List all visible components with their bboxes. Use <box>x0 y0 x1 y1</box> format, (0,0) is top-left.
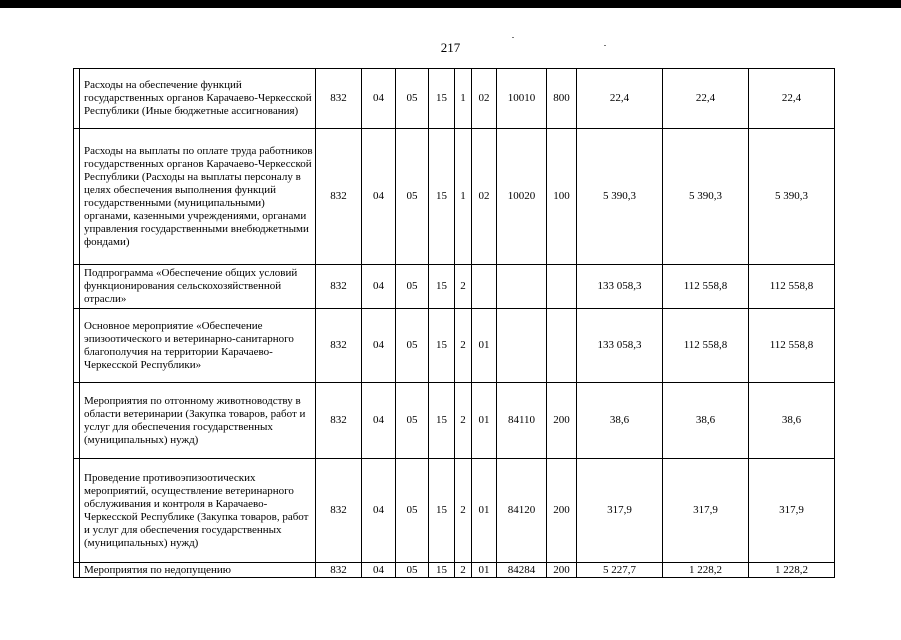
program-code: 15 <box>429 309 455 383</box>
amount-3: 317,9 <box>749 459 835 563</box>
table-row <box>74 459 835 563</box>
expense-type-code: 200 <box>547 383 577 459</box>
amount-1: 22,4 <box>577 69 663 129</box>
table-row <box>74 309 835 383</box>
expense-type-code: 200 <box>547 563 577 578</box>
expense-name: Проведение противоэпизоотических мероприятий, осуществление ветеринарного обслуживания и контроля в Карачаево-Черкесской Республике (Закупка товаров, работ и услуг для обеспечения государственных (муниципальных) нужд) <box>80 459 316 563</box>
amount-2: 112 558,8 <box>663 265 749 309</box>
subprogram-code: 1 <box>455 69 472 129</box>
table-row <box>74 265 835 309</box>
amount-3: 112 558,8 <box>749 309 835 383</box>
amount-2: 317,9 <box>663 459 749 563</box>
amount-3: 5 390,3 <box>749 129 835 265</box>
amount-2: 22,4 <box>663 69 749 129</box>
direction-code <box>497 309 547 383</box>
subprogram-code: 2 <box>455 459 472 563</box>
table-row <box>74 383 835 459</box>
amount-2: 5 390,3 <box>663 129 749 265</box>
table-row <box>74 563 835 578</box>
amount-2: 38,6 <box>663 383 749 459</box>
direction-code: 84110 <box>497 383 547 459</box>
ministry-code: 832 <box>316 129 362 265</box>
direction-code: 10020 <box>497 129 547 265</box>
expense-name: Подпрограмма «Обеспечение общих условий функционирования сельскохозяйственной отрасли» <box>80 265 316 309</box>
amount-3: 22,4 <box>749 69 835 129</box>
budget-table <box>73 68 835 578</box>
expense-type-code <box>547 265 577 309</box>
page-number: 217 <box>440 40 461 55</box>
direction-code: 84284 <box>497 563 547 578</box>
scan-top-border <box>0 0 901 8</box>
amount-2: 112 558,8 <box>663 309 749 383</box>
subsection-code: 05 <box>396 265 429 309</box>
main-event-code: 02 <box>472 129 497 265</box>
expense-type-code <box>547 309 577 383</box>
subsection-code: 05 <box>396 69 429 129</box>
amount-1: 5 390,3 <box>577 129 663 265</box>
table-body <box>74 69 835 578</box>
direction-code: 84120 <box>497 459 547 563</box>
subsection-code: 05 <box>396 309 429 383</box>
ministry-code: 832 <box>316 383 362 459</box>
section-code: 04 <box>362 563 396 578</box>
subprogram-code: 1 <box>455 129 472 265</box>
amount-1: 317,9 <box>577 459 663 563</box>
ministry-code: 832 <box>316 309 362 383</box>
main-event-code: 01 <box>472 309 497 383</box>
main-event-code <box>472 265 497 309</box>
subprogram-code: 2 <box>455 309 472 383</box>
section-code: 04 <box>362 69 396 129</box>
subsection-code: 05 <box>396 459 429 563</box>
section-code: 04 <box>362 265 396 309</box>
program-code: 15 <box>429 265 455 309</box>
expense-name: Расходы на обеспечение функций государственных органов Карачаево-Черкесской Республики (Иные бюджетные ассигнования) <box>80 69 316 129</box>
expense-name: Основное мероприятие «Обеспечение эпизоотического и ветеринарно-санитарного благополучия на территории Карачаево-Черкесской Республики» <box>80 309 316 383</box>
amount-2: 1 228,2 <box>663 563 749 578</box>
expense-type-code: 200 <box>547 459 577 563</box>
subprogram-code: 2 <box>455 265 472 309</box>
expense-type-code: 100 <box>547 129 577 265</box>
program-code: 15 <box>429 383 455 459</box>
program-code: 15 <box>429 129 455 265</box>
main-event-code: 01 <box>472 563 497 578</box>
subprogram-code: 2 <box>455 563 472 578</box>
program-code: 15 <box>429 459 455 563</box>
direction-code: 10010 <box>497 69 547 129</box>
subsection-code: 05 <box>396 129 429 265</box>
expense-type-code: 800 <box>547 69 577 129</box>
main-event-code: 02 <box>472 69 497 129</box>
ministry-code: 832 <box>316 265 362 309</box>
table-row <box>74 69 835 129</box>
main-event-code: 01 <box>472 459 497 563</box>
expense-name: Мероприятия по отгонному животноводству в области ветеринарии (Закупка товаров, работ и услуг для обеспечения государственных (муниципальных) нужд) <box>80 383 316 459</box>
scan-speck <box>512 37 514 38</box>
amount-1: 133 058,3 <box>577 309 663 383</box>
direction-code <box>497 265 547 309</box>
ministry-code: 832 <box>316 459 362 563</box>
amount-1: 5 227,7 <box>577 563 663 578</box>
amount-3: 1 228,2 <box>749 563 835 578</box>
amount-1: 38,6 <box>577 383 663 459</box>
section-code: 04 <box>362 129 396 265</box>
main-event-code: 01 <box>472 383 497 459</box>
amount-1: 133 058,3 <box>577 265 663 309</box>
amount-3: 112 558,8 <box>749 265 835 309</box>
section-code: 04 <box>362 309 396 383</box>
subsection-code: 05 <box>396 563 429 578</box>
program-code: 15 <box>429 563 455 578</box>
ministry-code: 832 <box>316 563 362 578</box>
subprogram-code: 2 <box>455 383 472 459</box>
section-code: 04 <box>362 459 396 563</box>
table-row <box>74 129 835 265</box>
program-code: 15 <box>429 69 455 129</box>
subsection-code: 05 <box>396 383 429 459</box>
ministry-code: 832 <box>316 69 362 129</box>
amount-3: 38,6 <box>749 383 835 459</box>
expense-name: Расходы на выплаты по оплате труда работников государственных органов Карачаево-Черкесской Республики (Расходы на выплаты персоналу в целях обеспечения выполнения функций государственными (муниципальными) органами, казенными учреждениями, органами управления государственными внебюджетными фондами) <box>80 129 316 265</box>
expense-name: Мероприятия по недопущению <box>80 563 316 578</box>
section-code: 04 <box>362 383 396 459</box>
